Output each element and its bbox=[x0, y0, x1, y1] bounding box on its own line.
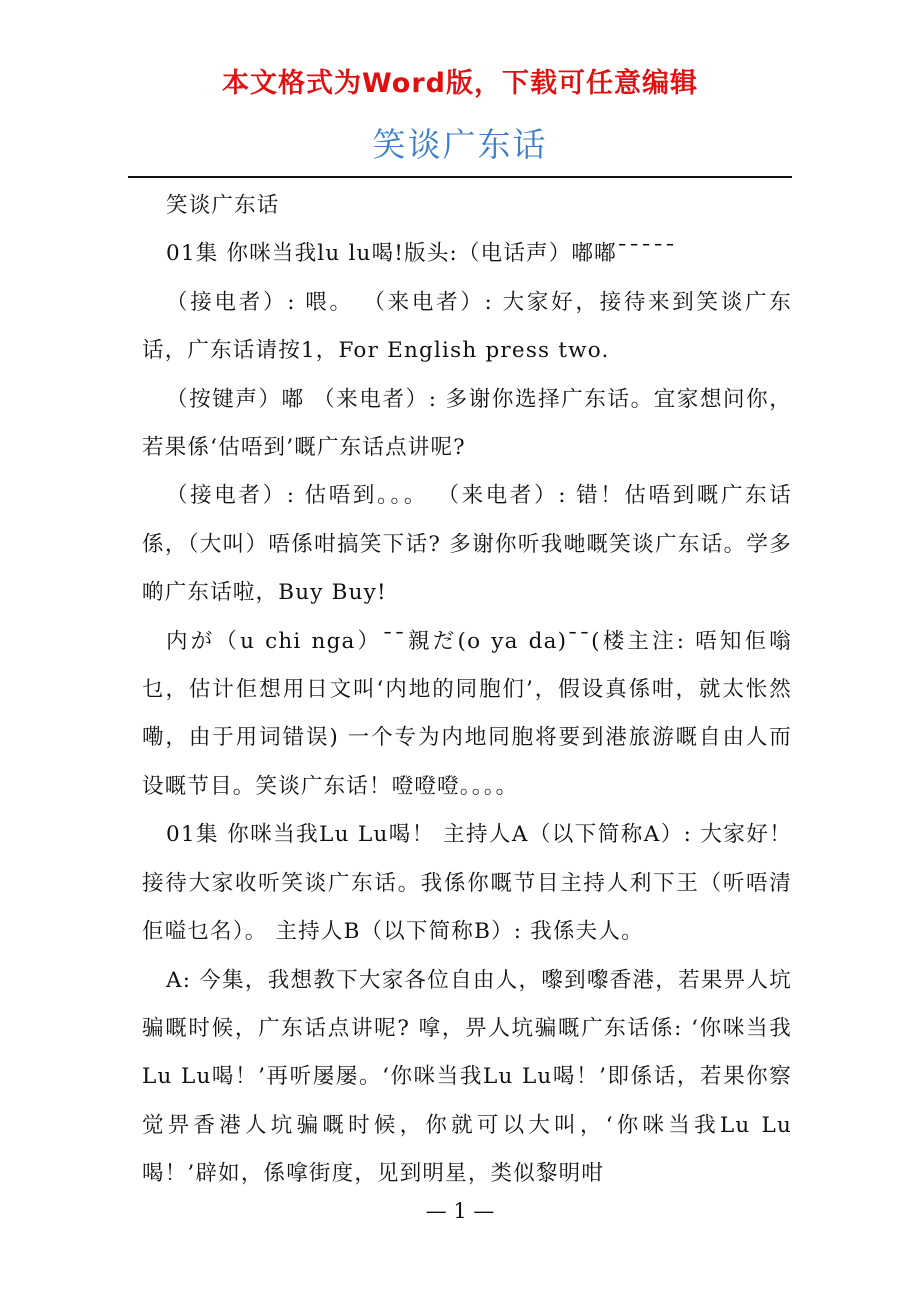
paragraph: 01集 你咪当我lu lu喝!版头:（电话声）嘟嘟¯¯¯¯¯ bbox=[166, 241, 677, 267]
paragraph: （接电者）: 喂。 （来电者）: 大家好，接待来到笑谈广东话，广东话请按1，For English press two. bbox=[142, 289, 792, 364]
header-divider bbox=[128, 176, 792, 178]
download-banner: 本文格式为Word版，下载可任意编辑 bbox=[221, 68, 698, 99]
document-title: 笑谈广东话 bbox=[372, 125, 548, 164]
paragraph: 内が（u chi nga）¯¯親だ(o ya da)¯¯(楼主注: 唔知佢嗡乜，估计佢想用日文叫‘内地的同胞们’，假设真係咁，就太怅然嘞，由于用词错误) 一个专为内地同胞将要到港旅游嘅自由人而设嘅节目。笑谈广东话！噔噔噔。。。。 bbox=[142, 628, 792, 799]
paragraph: A: 今集，我想教下大家各位自由人，嚟到嚟香港，若果畀人坑骗嘅时候，广东话点讲呢? 嗱，畀人坑骗嘅广东话係: ‘你咪当我Lu Lu喝！’再听屡屡。‘你咪当我Lu Lu喝！’即係话，若果你察觉畀香港人坑骗嘅时候，你就可以大叫，‘你咪当我Lu Lu喝！’辟如，係嗱街度，见到明星，类似黎明咁 bbox=[142, 967, 792, 1187]
paragraph: （接电者）: 估唔到。。。 （来电者）: 错！估唔到嘅广东话係，（大叫）唔係咁搞笑下话? 多谢你听我哋嘅笑谈广东话。学多啲广东话啦，Buy Buy! bbox=[142, 483, 792, 606]
document-body bbox=[142, 182, 792, 1199]
paragraph: 01集 你咪当我Lu Lu喝！ 主持人A（以下简称A）: 大家好！接待大家收听笑谈广东话。我係你嘅节目主持人利下王（听唔清佢嗌乜名）。 主持人B（以下简称B）: 我係夫人。 bbox=[142, 822, 792, 945]
paragraph: （按键声）嘟 （来电者）: 多谢你选择广东话。宜家想问你，若果係‘估唔到’嘅广东话点讲呢? bbox=[142, 386, 792, 461]
page-number: — 1 — bbox=[425, 1199, 495, 1223]
paragraph-heading: 笑谈广东话 bbox=[166, 193, 280, 218]
